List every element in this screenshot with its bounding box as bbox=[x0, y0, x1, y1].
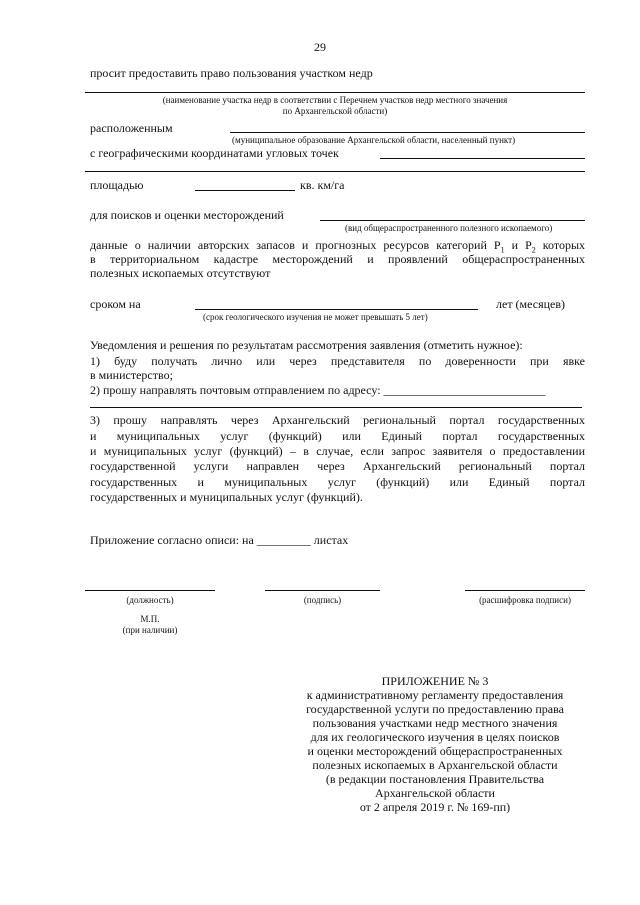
appendix-line: Архангельской области bbox=[375, 786, 495, 800]
term-unit: лет (месяцев) bbox=[496, 297, 566, 311]
signature-caption: (подпись) bbox=[303, 595, 342, 605]
search-label: для поисков и оценки месторождений bbox=[90, 208, 284, 222]
option-3-line-2: и муниципальных услуг (функций) или Единый портал государственных bbox=[90, 429, 585, 443]
option-2-line-1: 2) прошу направлять почтовым отправлением по адресу: ___________________________ bbox=[90, 383, 546, 397]
municipality-line bbox=[230, 132, 585, 133]
mineral-line bbox=[320, 220, 585, 221]
option-3-line-3: и муниципальных услуг (функций) – в случае, если запрос заявителя о предоставлении bbox=[90, 444, 585, 458]
located-label: расположенным bbox=[90, 121, 173, 135]
appendix-line: и оценки месторождений общераспространенных bbox=[307, 744, 563, 758]
option-3-line-5: государственных и муниципальных услуг (функций) или Единый портал bbox=[90, 475, 585, 489]
option-1-line-1: 1) буду получать лично или через представителя по доверенности при явке bbox=[90, 354, 585, 368]
stamp-note: (при наличии) bbox=[122, 625, 178, 635]
appendix-line: для их геологического изучения в целях поисков bbox=[310, 730, 560, 744]
coords-line-2 bbox=[85, 171, 585, 172]
position-caption: (должность) bbox=[126, 595, 174, 605]
hint-municipality: (муниципальное образование Архангельской области, населенный пункт) bbox=[232, 135, 516, 145]
request-line: просит предоставить право пользования участком недр bbox=[90, 66, 373, 80]
hint-subsoil-2: по Архангельской области) bbox=[282, 106, 388, 116]
notify-title: Уведомления и решения по результатам рассмотрения заявления (отметить нужное): bbox=[90, 338, 523, 352]
coords-line bbox=[380, 158, 585, 159]
term-label: сроком на bbox=[90, 297, 141, 311]
coords-label: с географическими координатами угловых точек bbox=[90, 146, 339, 160]
option-1-line-2: в министерство; bbox=[90, 368, 173, 382]
decryption-line bbox=[465, 590, 585, 591]
appendix-line: государственной услуги по предоставлению права bbox=[306, 702, 564, 716]
appendix-line: пользования участками недр местного значения bbox=[312, 716, 558, 730]
stamp-label: М.П. bbox=[140, 614, 160, 624]
area-line bbox=[195, 190, 295, 191]
area-unit: кв. км/га bbox=[300, 178, 345, 192]
address-line-2 bbox=[90, 407, 582, 408]
hint-subsoil-1: (наименование участка недр в соответствии с Перечнем участков недр местного значения bbox=[162, 95, 508, 105]
option-3-line-1: 3) прошу направлять через Архангельский региональный портал государственных bbox=[90, 413, 585, 427]
appendix-line: от 2 апреля 2019 г. № 169-пп) bbox=[359, 800, 511, 814]
appendix-title: ПРИЛОЖЕНИЕ № 3 bbox=[381, 674, 489, 688]
hint-term: (срок геологического изучения не может превышать 5 лет) bbox=[203, 312, 428, 322]
decryption-caption: (расшифровка подписи) bbox=[479, 595, 571, 605]
option-3-line-4: государственной услуги направлен через Архангельский региональный портал bbox=[90, 459, 585, 473]
subsoil-name-line bbox=[85, 92, 585, 93]
term-line bbox=[195, 309, 478, 310]
appendix-line: полезных ископаемых в Архангельской области bbox=[312, 758, 558, 772]
reserves-line-3: полезных ископаемых отсутствуют bbox=[90, 266, 271, 280]
hint-mineral: (вид общераспространенного полезного ископаемого) bbox=[345, 223, 553, 233]
signature-line bbox=[265, 590, 380, 591]
page-number: 29 bbox=[314, 40, 326, 54]
reserves-line-1: данные о наличии авторских запасов и прогнозных ресурсов категорий $Р_1$ и $Р_2$ которых bbox=[90, 238, 585, 255]
area-label: площадью bbox=[90, 178, 144, 192]
appendix-line: (в редакции постановления Правительства bbox=[325, 772, 545, 786]
attachment-line: Приложение согласно описи: на _________ листах bbox=[90, 533, 349, 547]
appendix-line: к административному регламенту предоставления bbox=[306, 688, 564, 702]
option-3-line-6: государственных и муниципальных услуг (функций). bbox=[90, 490, 363, 504]
position-line bbox=[85, 590, 215, 591]
reserves-line-2: в территориальном кадастре месторождений и проявлений общераспространенных bbox=[90, 252, 585, 266]
